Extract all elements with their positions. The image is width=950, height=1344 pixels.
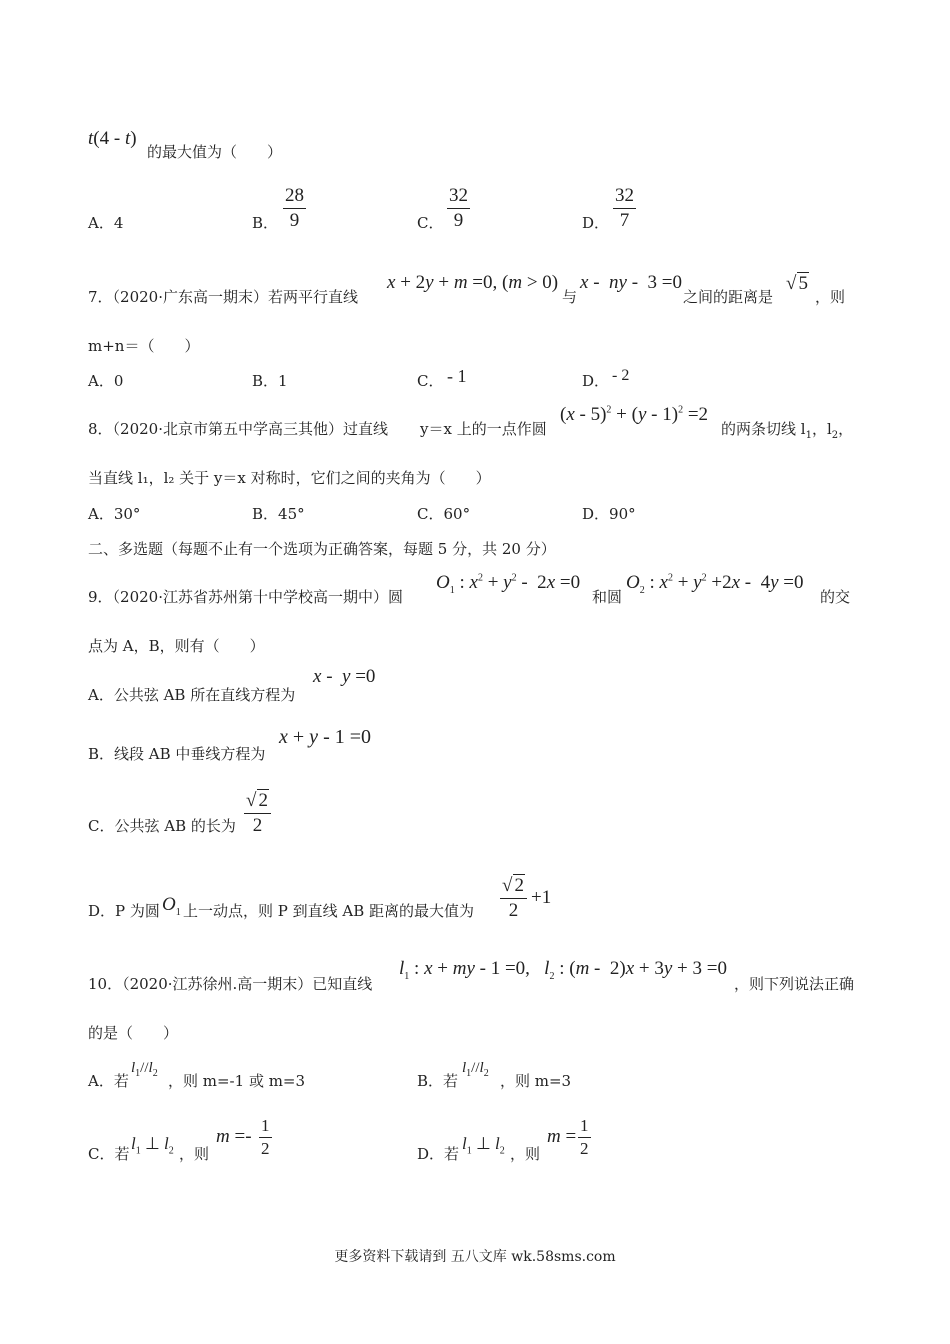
- q8-option-d: D．90°: [582, 505, 636, 523]
- q9-circle2-equation: $O_2$ : $x^2 + y^2 +2x - 4y =0$: [626, 572, 804, 596]
- q6-option-b: B．: [252, 214, 279, 232]
- q9-option-a-equation: x - y =0: [313, 666, 376, 687]
- q10-lines-equation: $l_1$ : x + my - 1 =0, $l_2$ : (m - 2)x + 3y + 3 =0: [399, 958, 727, 982]
- q7-option-d-value: - 2: [612, 367, 630, 384]
- q10-option-a: A．若: [88, 1072, 129, 1090]
- q6-option-a: A．4: [88, 214, 124, 232]
- q10-option-b-condition: $l_1//l_2$: [462, 1060, 489, 1079]
- q7-line1-equation: x + 2y + m =0, (m > 0): [387, 272, 559, 293]
- q7-option-c-value: - 1: [447, 366, 467, 386]
- q6-stem-tail: 的最大值为（ ）: [147, 143, 283, 161]
- q9-option-d-plus-one: +1: [531, 887, 552, 908]
- q8-stem-b: y＝x 上的一点作圆: [420, 420, 547, 438]
- q7-distance: √ 5: [786, 273, 808, 294]
- q9-option-b: B．线段 AB 中垂线方程为: [88, 745, 266, 763]
- q9-circle1-equation: $O_1$ : $x^2 + y^2 - 2x =0$: [436, 572, 581, 596]
- q10-line2: 的是（ ）: [88, 1024, 179, 1042]
- q6-expression: t(4 - t): [88, 128, 137, 149]
- q10-option-d-value: m =: [547, 1126, 577, 1147]
- q7-stem: 7．（2020·广东高一期末）若两平行直线: [88, 288, 358, 306]
- q10-option-d-condition: $l_1$ ⊥ $l_2$: [462, 1134, 505, 1157]
- q9-tail: 的交: [820, 588, 851, 606]
- q8-stem: 8．（2020·北京市第五中学高三其他）过直线: [88, 420, 388, 438]
- q10-option-c-fraction: 1 2: [261, 1116, 270, 1158]
- q9-line2: 点为 A，B，则有（ ）: [88, 637, 265, 655]
- q10-option-c: C．若: [88, 1145, 130, 1163]
- q7-mid: 与: [562, 288, 578, 306]
- q8-line2: 当直线 l₁，l₂ 关于 y＝x 对称时，它们之间的夹角为（ ）: [88, 469, 491, 487]
- page-footer: 更多资料下载请到 五八文库 wk.58sms.com: [334, 1249, 616, 1265]
- q10-stem: 10．（2020·江苏徐州.高一期末）已知直线: [88, 975, 373, 993]
- q9-option-d-text: 上一动点，则 P 到直线 AB 距离的最大值为: [183, 902, 475, 920]
- q7-option-a: A．0: [88, 372, 124, 390]
- section-heading-multiple-choice: 二、多选题（每题不止有一个选项为正确答案，每题 5 分，共 20 分）: [88, 540, 556, 558]
- q8-option-a: A．30°: [88, 505, 141, 523]
- q10-option-d-fraction: 1 2: [580, 1116, 589, 1158]
- q6-d-fraction: 32 7: [615, 185, 634, 231]
- q10-option-b-result: ，则 m=3: [500, 1072, 572, 1090]
- q9-option-d-fraction: √ 2 2: [500, 874, 527, 922]
- q10-option-b: B．若: [417, 1072, 459, 1090]
- q10-tail: ，则下列说法正确: [734, 975, 855, 993]
- q10-option-d: D．若: [417, 1145, 460, 1163]
- q9-option-a: A．公共弦 AB 所在直线方程为: [88, 686, 296, 704]
- q8-tail: 的两条切线 $l_1$，$l_2$，: [721, 420, 854, 441]
- q7-line2-equation: x - ny - 3 =0: [580, 272, 682, 293]
- q7-tail: 之间的距离是: [683, 288, 774, 306]
- q7-option-b: B．1: [252, 372, 288, 390]
- q9-option-d: D．P 为圆: [88, 902, 160, 920]
- q7-option-c: C．: [417, 372, 444, 390]
- q10-option-a-result: ，则 m=-1 或 m=3: [168, 1072, 306, 1090]
- q9-stem: 9．（2020·江苏省苏州第十中学校高一期中）圆: [88, 588, 403, 606]
- q8-option-c: C．60°: [417, 505, 471, 523]
- q9-option-c: C．公共弦 AB 的长为: [88, 817, 236, 835]
- q6-b-fraction: 28 9: [285, 185, 304, 231]
- q8-circle-equation: (x - 5)$^2$ + (y - 1)$^2$ =2: [560, 404, 709, 425]
- q10-option-a-condition: $l_1//l_2$: [131, 1060, 158, 1079]
- q7-line2: m+n＝（ ）: [88, 337, 200, 355]
- q6-option-d: D．: [582, 214, 610, 232]
- q10-option-c-value: m =-: [216, 1126, 252, 1147]
- q6-option-c: C．: [417, 214, 444, 232]
- q8-option-b: B．45°: [252, 505, 305, 523]
- q6-c-fraction: 32 9: [449, 185, 468, 231]
- q10-option-c-condition: $l_1$ ⊥ $l_2$: [131, 1134, 174, 1157]
- q9-mid: 和圆: [592, 588, 623, 606]
- q10-option-d-then: ，则: [510, 1145, 541, 1163]
- q9-option-b-equation: x + y - 1 =0: [279, 726, 372, 748]
- q9-option-c-fraction: √ 2 2: [244, 789, 271, 837]
- q7-option-d: D．: [582, 372, 610, 390]
- q9-option-d-circle: $O_1$: [162, 894, 181, 918]
- q10-option-c-then: ，则: [179, 1145, 210, 1163]
- q7-end: ，则: [815, 288, 846, 306]
